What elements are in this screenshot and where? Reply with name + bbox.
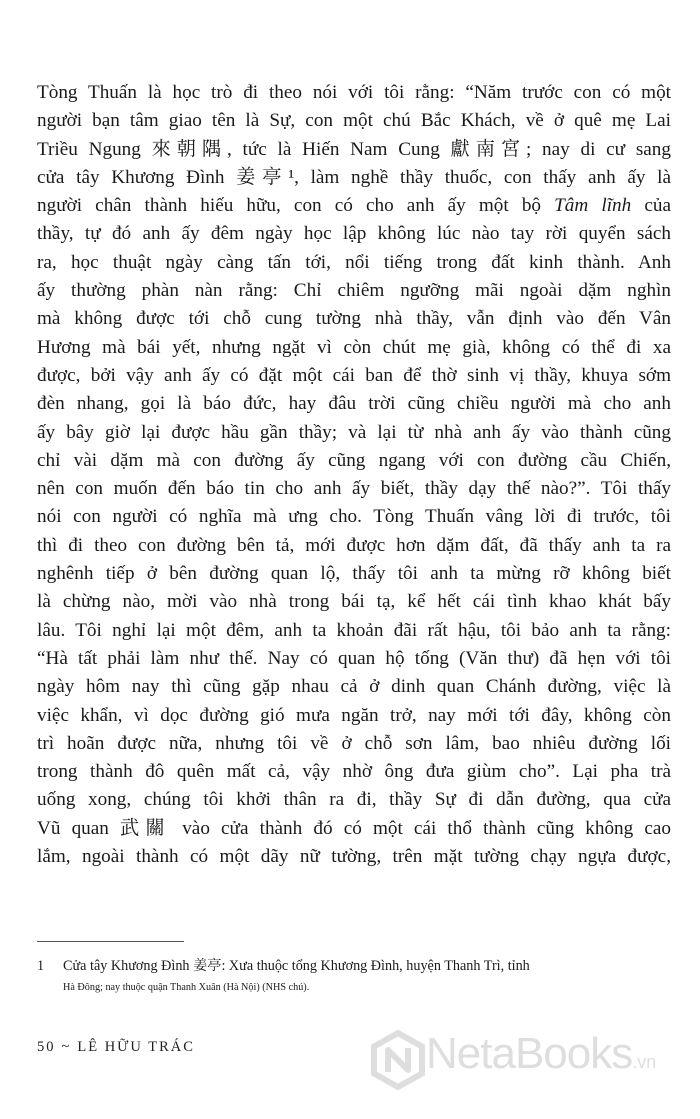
footer-ornament: ~: [61, 1039, 70, 1055]
netabooks-logo-icon: [368, 1030, 428, 1090]
text-line: lắm, ngoài thành có một dãy nữ tường, trên mặt tường chạy ngựa được,: [37, 846, 671, 868]
text-line: uống xong, chúng tôi khởi thân ra đi, thầy Sự đi dẫn đường, qua cửa: [37, 789, 671, 811]
page-footer: [37, 1039, 195, 1056]
body-text: [37, 79, 671, 871]
watermark-brand-name: NetaBooks: [426, 1029, 633, 1078]
page-number: 50: [37, 1039, 56, 1055]
text-line: người chân thành hiếu hữu, con có cho anh ấy một bộ Tâm lĩnh của: [37, 195, 671, 217]
text-line: ngày hôm nay thì cũng gặp nhau cả ở dinh quan Chánh đường, việc là: [37, 676, 671, 698]
text-line: Vũ quan 武關 vào cửa thành đó có một cái thổ thành cũng không cao: [37, 817, 671, 839]
text-line: Hương mà bái yết, nhưng ngặt vì còn chút mẹ già, không có thể đi xa: [37, 336, 671, 358]
text-line: thầy, tự đó anh ấy đêm ngày học lập không lúc nào tay rời quyển sách: [37, 223, 671, 245]
running-author: LÊ HỮU TRÁC: [77, 1039, 195, 1055]
footnote-text-line-2: Hà Đông; nay thuộc quận Thanh Xuân (Hà Nội) (NHS chú).: [63, 982, 310, 993]
text-line: trong thành đô quên mất cả, vậy nhờ ông đưa giùm cho”. Lại pha trà: [37, 761, 671, 783]
text-line: Triều Ngung 來朝隅, tức là Hiến Nam Cung 獻南宮; nay di cư sang: [37, 138, 671, 160]
text-line: “Hà tất phải làm như thế. Nay có quan hộ tống (Văn thư) đã hẹn với tôi: [37, 647, 671, 669]
text-line: chỉ vài dặm mà con đường ấy cũng ngang với con đường cầu Chiến,: [37, 449, 671, 471]
book-title-italic: Tâm lĩnh: [554, 195, 632, 217]
text-line: người bạn tâm giao tên là Sự, con một chú Bắc Khách, về ở quê mẹ Lai: [37, 110, 671, 132]
watermark-brand: [426, 1029, 656, 1079]
footnote: [37, 955, 671, 999]
text-line: nói con người có nghĩa mà ưng cho. Tòng Thuấn vâng lời đi trước, tôi: [37, 506, 671, 528]
text-line: việc khẩn, vì dọc đường gió mưa ngăn trở, nay mới tới đây, không còn: [37, 704, 671, 726]
text-line: ra, học thuật ngày càng tấn tới, nổi tiếng trong đất kinh thành. Anh: [37, 251, 671, 273]
text-line: thì đi theo con đường bên tả, mới được hơn dặm đất, đã thấy anh ta ra: [37, 534, 671, 556]
footnote-divider: [37, 941, 184, 942]
footnote-number: 1: [37, 958, 45, 974]
netabooks-watermark: [368, 1024, 688, 1104]
text-line: lâu. Tôi nghỉ lại một đêm, anh ta khoản đãi rất hậu, tôi bảo anh ta rằng:: [37, 619, 671, 641]
text-line: ấy thường phàn nàn rằng: Chỉ chiêm ngưỡng mãi ngoài dặm nghìn: [37, 280, 671, 302]
text-line: là chừng nào, mời vào nhà trong bái tạ, kể hết cái tình khao khát bấy: [37, 591, 671, 613]
text-line: được, bởi vậy anh ấy có đặt một cái ban để thờ sinh vị thầy, khuya sớm: [37, 364, 671, 386]
watermark-brand-suffix: .vn: [632, 1052, 657, 1072]
text-line: Tòng Thuấn là học trò đi theo nói với tôi rằng: “Năm trước con có một: [37, 82, 671, 103]
text-line: mà không được tới chỗ cung tường nhà thầy, vẫn định vào đến Vân: [37, 308, 671, 330]
text-line: cửa tây Khương Đình 姜亭¹, làm nghề thầy thuốc, con thấy anh ấy là: [37, 166, 671, 188]
text-line: nghênh tiếp ở bên đường quan lộ, thấy tôi anh ta mừng rỡ không biết: [37, 563, 671, 585]
footnote-text-line-1: Cửa tây Khương Đình 姜亭: Xưa thuộc tổng Khương Đình, huyện Thanh Trì, tỉnh: [63, 958, 530, 974]
text-line: đèn nhang, gọi là báo đức, hay đâu trời cũng chiều người mà cho anh: [37, 393, 671, 415]
text-line: trì hoãn được nữa, nhưng tôi về ở chỗ sơn lâm, bao nhiêu đường lối: [37, 732, 671, 754]
text-line: nên con muốn đến báo tin cho anh ấy biết, thầy dạy thế nào?”. Tôi thấy: [37, 478, 671, 500]
text-line: ấy bây giờ lại được hầu gần thầy; và lại từ nhà anh ấy vào thành cũng: [37, 421, 671, 443]
